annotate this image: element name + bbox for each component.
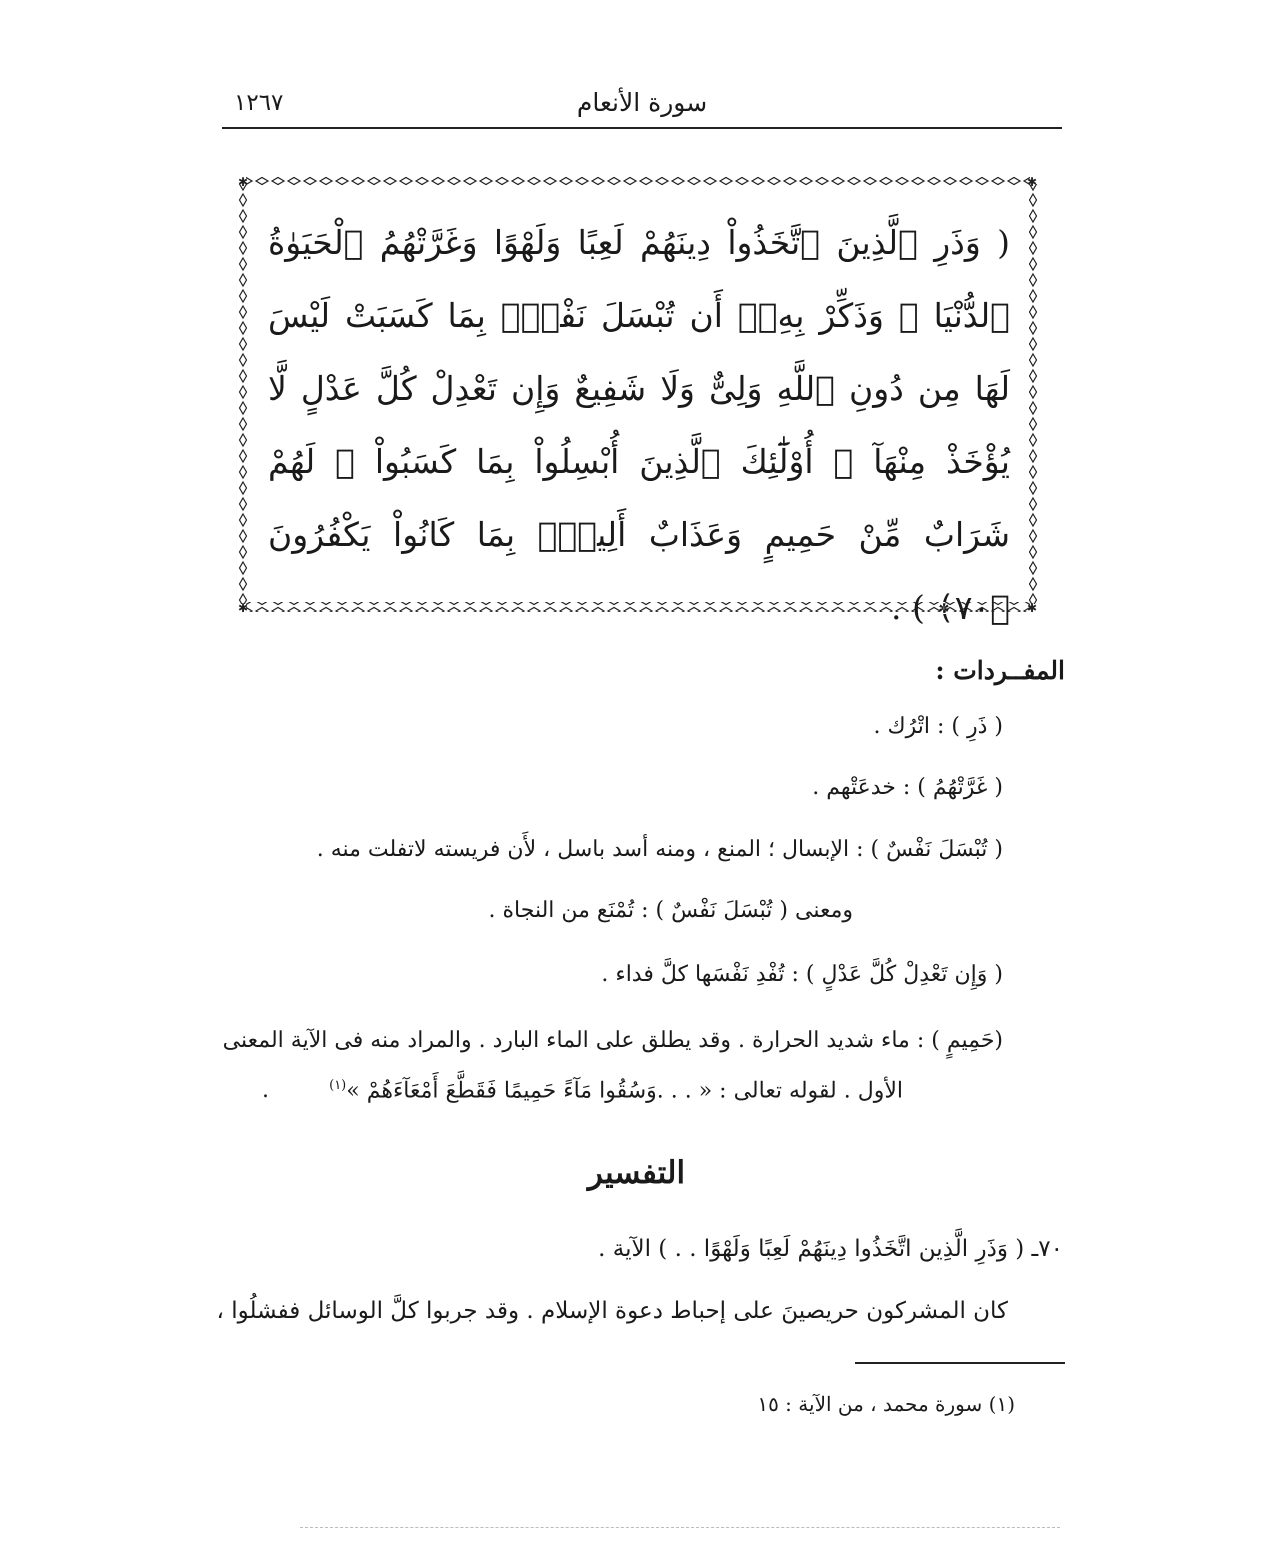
svg-text:✱: ✱ <box>1027 601 1038 612</box>
header-rule <box>222 127 1062 129</box>
quran-verse: ( وَذَرِ ٱلَّذِينَ ٱتَّخَذُواْ دِينَهُمْ لَعِبًا وَلَهْوًا وَغَرَّتْهُمُ ٱلْحَيَوٰةُ ٱلدُّنْيَا ۚ وَذَكِّرْ بِهِۦٓ أَن تُبْسَلَ نَفْسٌۢ بِمَا كَسَبَتْ لَيْسَ لَهَا مِن دُونِ ٱللَّهِ وَلِىٌّ وَلَا شَفِيعٌ وَإِن تَعْدِلْ كُلَّ عَدْلٍ لَّا يُؤْخَذْ مِنْهَآ ۗ أُوْلَٰٓئِكَ ٱلَّذِينَ أُبْسِلُواْ بِمَا كَسَبُواْ ۖ لَهُمْ شَرَابٌ مِّنْ حَمِيمٍ وَعَذَابٌ أَلِيمٌۢ بِمَا كَانُواْ يَكْفُرُونَ ﴿٧٠﴾ ) . <box>268 223 1010 627</box>
vocab-entry: ( وَإِن تَعْدِلْ كُلَّ عَدْلٍ ) : تُفْدِ نَفْسَها كلَّ فداء . <box>601 962 1003 987</box>
vocab-entry: ومعنى ( تُبْسَلَ نَفْسٌ ) : تُمْنَع من النجاة . <box>488 898 853 923</box>
vocab-entry: (حَمِيمٍ ) : ماء شديد الحرارة . وقد يطلق على الماء البارد . والمراد منه فى الآية المعنى <box>222 1028 1003 1053</box>
vocab-entry: ( ذَرِ ) : اتْرُك . <box>873 714 1003 739</box>
vocab-entry <box>329 1078 903 1103</box>
tafsir-line: كان المشركون حريصينَ على إحباط دعوة الإسلام . وقد جربوا كلَّ الوسائل ففشلُوا ، <box>216 1298 1008 1324</box>
svg-text:✱: ✱ <box>1027 176 1038 189</box>
footnote-ref: (١) <box>329 1078 347 1093</box>
scan-line <box>300 1527 1060 1528</box>
tafsir-heading: التفسير <box>587 1155 686 1191</box>
page-header <box>222 88 1062 128</box>
tafsir-line: ٧٠ـ ( وَذَرِ الَّذِين اتَّخَذُوا دِينَهُمْ لَعِبًا وَلَهْوًا . . ) الآية . <box>598 1236 1063 1262</box>
vocab-period: . <box>262 1078 269 1103</box>
surah-title: سورة الأنعام <box>576 88 708 117</box>
vocabulary-heading: المفــردات : <box>935 656 1065 685</box>
vocab-entry: ( غَرَّتْهُمُ ) : خدعَتْهم . <box>812 775 1003 800</box>
vocab-quote: الأول . لقوله تعالى : « . . .وَسُقُوا مَآءً حَمِيمًا فَقَطَّعَ أَمْعَآءَهُمْ » <box>346 1078 903 1104</box>
vocab-entry: ( تُبْسَلَ نَفْسٌ ) : الإبسال ؛ المنع ، ومنه أسد باسل ، لأَن فريسته لاتفلت منه . <box>316 837 1003 862</box>
footnote: (١) سورة محمد ، من الآية : ١٥ <box>757 1392 1015 1416</box>
svg-text:✱: ✱ <box>238 601 249 612</box>
footnote-rule <box>855 1362 1065 1364</box>
verse-frame <box>238 176 1038 627</box>
page-number: ١٢٦٧ <box>234 90 284 116</box>
svg-text:✱: ✱ <box>238 176 249 189</box>
